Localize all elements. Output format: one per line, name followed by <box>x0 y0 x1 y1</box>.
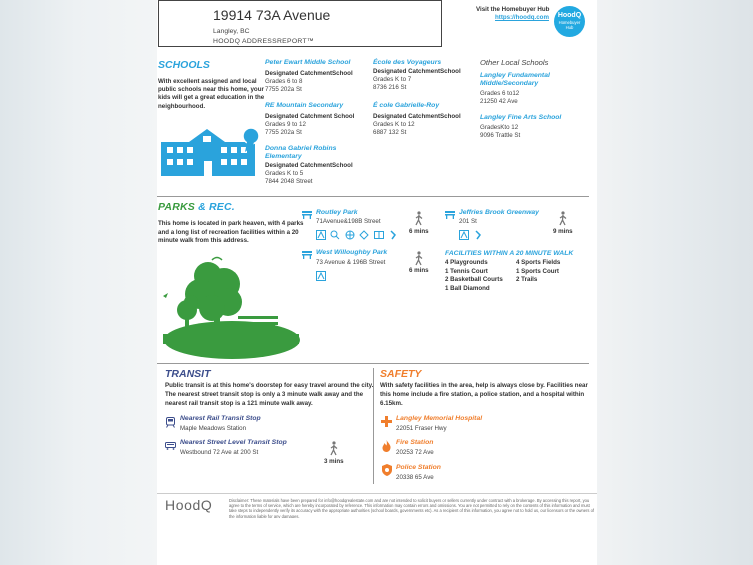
safety-title: SAFETY <box>380 368 422 380</box>
report-label: HOODQ ADDRESSREPORT™ <box>213 38 315 45</box>
school-type: Designated CatchmentSchool <box>265 70 353 77</box>
park-item[interactable] <box>316 249 411 278</box>
schools-title: SCHOOLS <box>158 59 210 71</box>
safety-item[interactable] <box>396 464 546 482</box>
walk-time: 6 mins <box>409 267 429 274</box>
badge-line3: Hub <box>565 25 574 30</box>
park-facility-icons <box>459 227 549 237</box>
school-item[interactable] <box>373 59 473 93</box>
bench-icon <box>445 211 455 219</box>
school-grades: Grades 6 to 8 <box>265 78 303 86</box>
walking-icon <box>414 251 424 266</box>
section-divider <box>157 363 589 364</box>
playground-icon <box>316 230 326 240</box>
safety-address: 20253 72 Ave <box>396 449 434 456</box>
rail-stop-value: Maple Meadows Station <box>180 425 247 432</box>
school-grades: Grades 9 to 12 <box>265 121 306 129</box>
parks-title-rec: & REC. <box>194 201 235 213</box>
street-stop-value: Westbound 72 Ave at 200 St <box>180 449 259 456</box>
school-address: 6887 132 St <box>373 129 407 137</box>
school-grades: Grades K to 5 <box>265 170 304 178</box>
tennis-icon <box>330 230 340 240</box>
badge-line2: Homebuyer <box>558 20 581 25</box>
walk-time: 3 mins <box>324 458 344 465</box>
school-type: Designated CatchmentSchool <box>265 162 353 169</box>
safety-name[interactable]: Langley Memorial Hospital <box>396 415 483 422</box>
school-address: 9096 Trattle St <box>480 132 521 140</box>
park-address: 201 St <box>459 218 477 225</box>
park-address: 73 Avenue & 196B Street <box>316 259 386 266</box>
school-type: Designated CatchmentSchool <box>373 68 461 75</box>
bench-icon <box>302 251 312 259</box>
trail-icon <box>388 230 398 240</box>
park-name[interactable]: West Willoughby Park <box>316 249 388 256</box>
bench-icon <box>302 211 312 219</box>
school-item[interactable] <box>480 72 570 106</box>
parks-intro: This home is located in park heaven, with 4 parks and a long list of recreation facilities within a 20 minute walk from this address. <box>158 220 304 244</box>
park-trees-illustration <box>160 254 302 360</box>
park-facility-icons <box>316 268 411 278</box>
walking-icon <box>414 211 424 226</box>
facility-item: 1 Ball Diamond <box>445 284 490 292</box>
school-grades: Grades 6 to12 <box>480 90 520 97</box>
report-page <box>157 0 597 565</box>
walking-icon <box>329 441 339 456</box>
facility-item: 1 Sports Court <box>516 267 559 275</box>
school-name[interactable]: Langley Fundamental Middle/Secondary <box>480 72 550 87</box>
facilities-list-left <box>445 259 509 293</box>
facilities-list-right <box>516 259 586 285</box>
footer-divider <box>157 493 597 494</box>
transit-title: TRANSIT <box>165 368 211 380</box>
train-icon <box>166 417 175 428</box>
rail-transit-item[interactable] <box>180 415 330 433</box>
school-name[interactable]: É cole Gabrielle-Roy <box>373 102 440 109</box>
park-item[interactable] <box>316 209 408 237</box>
walk-time: 6 mins <box>409 228 429 235</box>
street-stop-label[interactable]: Nearest Street Level Transit Stop <box>180 439 287 446</box>
school-item[interactable] <box>480 114 580 140</box>
safety-address: 22051 Fraser Hwy <box>396 425 447 432</box>
section-divider <box>157 196 589 197</box>
facility-item: 2 Trails <box>516 276 538 284</box>
schools-intro: With excellent assigned and local public schools near this home, your kids will get a great education in the neighbourhood. <box>158 78 265 110</box>
playground-icon <box>316 271 326 281</box>
school-grades: GradesKto 12 <box>480 124 519 131</box>
school-address: 21250 42 Ave <box>480 98 518 106</box>
sports-field-icon <box>374 230 384 240</box>
ball-diamond-icon <box>359 230 369 240</box>
school-name[interactable]: Peter Ewart Middle School <box>265 59 351 66</box>
facility-item: 4 Sports Fields <box>516 259 561 266</box>
walking-icon <box>558 211 568 226</box>
school-building-illustration <box>159 126 263 178</box>
walk-time: 9 mins <box>553 228 573 235</box>
school-grades: Grades K to 12 <box>373 121 415 129</box>
facility-item: 1 Tennis Court <box>445 267 488 275</box>
school-grades: Grades K to 7 <box>373 76 412 84</box>
school-item[interactable] <box>265 145 361 187</box>
school-type: Designated Catchment School <box>265 113 355 120</box>
school-address: 8736 216 St <box>373 84 407 92</box>
parks-title-main: PARKS <box>158 201 195 213</box>
school-item[interactable] <box>373 102 473 138</box>
school-item[interactable] <box>265 59 369 95</box>
park-facility-icons <box>316 227 408 237</box>
school-item[interactable] <box>265 102 369 138</box>
safety-name[interactable]: Fire Station <box>396 439 434 446</box>
column-divider <box>373 368 374 484</box>
other-schools-title: Other Local Schools <box>480 58 549 67</box>
school-address: 7755 202a St <box>265 129 302 137</box>
park-name[interactable]: Routley Park <box>316 209 358 216</box>
facility-item: 4 Playgrounds <box>445 259 488 266</box>
school-address: 7844 2048 Street <box>265 178 313 186</box>
school-name[interactable]: École des Voyageurs <box>373 59 442 66</box>
badge-brand: HoodQ <box>557 12 582 19</box>
police-badge-icon <box>382 464 392 476</box>
address-title: 19914 73A Avenue <box>213 7 331 23</box>
school-name[interactable]: Langley Fine Arts School <box>480 114 562 121</box>
fire-icon <box>382 440 391 452</box>
safety-item[interactable] <box>396 415 546 433</box>
school-address: 7755 202a St <box>265 86 302 94</box>
playground-icon <box>459 230 469 240</box>
hoodq-logo: HoodQ <box>165 497 213 513</box>
transit-intro: Public transit is at this home's doorstep for easy travel around the city. The nearest street transit stop is only a 3 minute walk away and the nearest rail transit stop is a 121 minute walk away. <box>165 382 374 407</box>
park-address: 71Avenue&198B Street <box>316 218 381 225</box>
rail-stop-label[interactable]: Nearest Rail Transit Stop <box>180 415 261 422</box>
hoodq-badge[interactable] <box>554 6 585 37</box>
safety-item[interactable] <box>396 439 546 457</box>
hospital-icon <box>381 416 392 427</box>
parks-title <box>158 201 235 213</box>
street-transit-item[interactable] <box>180 439 330 457</box>
bus-icon <box>165 442 176 450</box>
hub-link[interactable]: https://hoodq.com <box>495 14 549 21</box>
school-name[interactable]: Donna Gabriel Robins Elementary <box>265 145 337 160</box>
disclaimer-text: Disclaimer: These materials have been prepared for info@hoodqrealestate.com and are not intended to solicit buyers or sellers currently under contract with a brokerage. By accessing this report, you agree to the terms of service, which are hereby incorporated by reference. This information may contain errors and omissions. You are not permitted to rely on the contents of this information and must take steps to independently verify its accuracy with the appropriate authorities (school boards, governments etc). As a recipient of this information, you agree not to hold us, our licensors or the owners of the information liable for any damages. <box>229 498 594 518</box>
facility-item: 2 Basketball Courts <box>445 276 503 284</box>
city-label: Langley, BC <box>213 28 250 35</box>
school-name[interactable]: RE Mountain Secondary <box>265 102 344 109</box>
school-type: Designated CatchmentSchool <box>373 113 461 120</box>
basketball-icon <box>345 230 355 240</box>
safety-intro: With safety facilities in the area, help is always close by. Facilities near this home include a fire station, a police station, and a hospital within 6.15km. <box>380 382 588 407</box>
park-name[interactable]: Jeffries Brook Greenway <box>459 209 539 216</box>
safety-name[interactable]: Police Station <box>396 464 441 471</box>
facilities-title: FACILITIES WITHIN A 20 MINUTE WALK <box>445 250 574 257</box>
trail-icon <box>473 230 483 240</box>
park-item[interactable] <box>459 209 549 237</box>
safety-address: 20338 65 Ave <box>396 474 434 481</box>
visit-text: Visit the Homebuyer Hub <box>476 6 550 13</box>
